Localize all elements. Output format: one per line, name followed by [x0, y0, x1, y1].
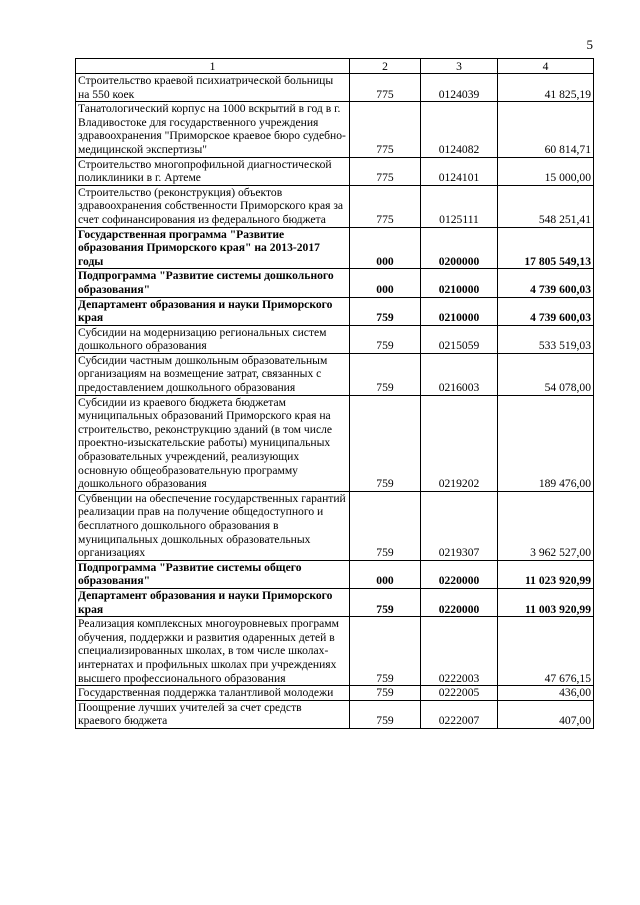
- header-col-1: 1: [76, 59, 350, 74]
- row-target-code-cell: 0222003: [421, 617, 498, 686]
- row-name-cell: Подпрограмма "Развитие системы дошкольного образования": [76, 269, 350, 297]
- header-col-4: 4: [498, 59, 594, 74]
- row-target-code-cell: 0222007: [421, 700, 498, 728]
- table-row: [76, 227, 594, 269]
- row-admin-code-cell: 775: [350, 185, 421, 227]
- table-row: [76, 700, 594, 728]
- table-body: [76, 74, 594, 729]
- row-amount-cell: 17 805 549,13: [498, 227, 594, 269]
- row-target-code-cell: 0216003: [421, 353, 498, 395]
- row-target-code-cell: 0124039: [421, 74, 498, 102]
- table-row: [76, 157, 594, 185]
- header-col-2: 2: [350, 59, 421, 74]
- row-admin-code-cell: 759: [350, 353, 421, 395]
- row-target-code-cell: 0219202: [421, 395, 498, 491]
- table-row: [76, 102, 594, 157]
- row-admin-code-cell: 775: [350, 74, 421, 102]
- row-name-cell: Строительство краевой психиатрической больницы на 550 коек: [76, 74, 350, 102]
- row-amount-cell: 3 962 527,00: [498, 491, 594, 560]
- table-row: [76, 617, 594, 686]
- row-amount-cell: 4 739 600,03: [498, 269, 594, 297]
- row-target-code-cell: 0220000: [421, 588, 498, 616]
- row-amount-cell: 47 676,15: [498, 617, 594, 686]
- row-name-cell: Субсидии на модернизацию региональных систем дошкольного образования: [76, 325, 350, 353]
- row-target-code-cell: 0210000: [421, 297, 498, 325]
- table-row: [76, 269, 594, 297]
- row-target-code-cell: 0125111: [421, 185, 498, 227]
- row-admin-code-cell: 759: [350, 617, 421, 686]
- row-amount-cell: 60 814,71: [498, 102, 594, 157]
- table-row: [76, 185, 594, 227]
- row-target-code-cell: 0220000: [421, 560, 498, 588]
- table-row: [76, 588, 594, 616]
- row-admin-code-cell: 775: [350, 102, 421, 157]
- row-amount-cell: 11 023 920,99: [498, 560, 594, 588]
- table-row: [76, 560, 594, 588]
- table-row: [76, 325, 594, 353]
- row-name-cell: Танатологический корпус на 1000 вскрытий в год в г. Владивостоке для государственного учреждения здравоохранения "Приморское краевое бюро судебно-медицинской экспертизы": [76, 102, 350, 157]
- row-name-cell: Строительство многопрофильной диагностической поликлиники в г. Артеме: [76, 157, 350, 185]
- row-name-cell: Субсидии частным дошкольным образовательным организациям на возмещение затрат, связанных с предоставлением дошкольного образования: [76, 353, 350, 395]
- table-row: [76, 353, 594, 395]
- row-target-code-cell: 0124082: [421, 102, 498, 157]
- row-amount-cell: 407,00: [498, 700, 594, 728]
- row-name-cell: Реализация комплексных многоуровневых программ обучения, поддержки и развития одаренных детей в специализированных школах, в том числе школах-интернатах и профильных школах при учреждениях высшего профессионального образования: [76, 617, 350, 686]
- row-amount-cell: 4 739 600,03: [498, 297, 594, 325]
- row-admin-code-cell: 759: [350, 297, 421, 325]
- row-target-code-cell: 0222005: [421, 686, 498, 701]
- row-admin-code-cell: 759: [350, 325, 421, 353]
- header-col-3: 3: [421, 59, 498, 74]
- row-name-cell: Государственная поддержка талантливой молодежи: [76, 686, 350, 701]
- header-row: [76, 59, 594, 74]
- row-name-cell: Подпрограмма "Развитие системы общего образования": [76, 560, 350, 588]
- row-name-cell: Департамент образования и науки Приморского края: [76, 588, 350, 616]
- page-number: 5: [586, 37, 593, 52]
- row-admin-code-cell: 000: [350, 227, 421, 269]
- table-row: [76, 686, 594, 701]
- budget-table: [75, 58, 594, 729]
- row-admin-code-cell: 759: [350, 491, 421, 560]
- table-row: [76, 491, 594, 560]
- table-row: [76, 74, 594, 102]
- row-name-cell: Строительство (реконструкция) объектов здравоохранения собственности Приморского края за счет софинансирования из федерального бюджета: [76, 185, 350, 227]
- row-amount-cell: 54 078,00: [498, 353, 594, 395]
- row-target-code-cell: 0200000: [421, 227, 498, 269]
- row-name-cell: Субсидии из краевого бюджета бюджетам муниципальных образований Приморского края на строительство, реконструкцию зданий (в том числе проектно-изыскательские работы) муниципальных образовательных учреждений, реализующих основную общеобразовательную программу дошкольного образования: [76, 395, 350, 491]
- row-admin-code-cell: 759: [350, 686, 421, 701]
- row-amount-cell: 41 825,19: [498, 74, 594, 102]
- row-amount-cell: 533 519,03: [498, 325, 594, 353]
- row-target-code-cell: 0124101: [421, 157, 498, 185]
- row-target-code-cell: 0210000: [421, 269, 498, 297]
- row-name-cell: Государственная программа "Развитие образования Приморского края" на 2013-2017 годы: [76, 227, 350, 269]
- row-admin-code-cell: 000: [350, 269, 421, 297]
- row-amount-cell: 11 003 920,99: [498, 588, 594, 616]
- row-name-cell: Поощрение лучших учителей за счет средств краевого бюджета: [76, 700, 350, 728]
- row-amount-cell: 15 000,00: [498, 157, 594, 185]
- row-amount-cell: 189 476,00: [498, 395, 594, 491]
- row-target-code-cell: 0219307: [421, 491, 498, 560]
- row-name-cell: Департамент образования и науки Приморского края: [76, 297, 350, 325]
- row-target-code-cell: 0215059: [421, 325, 498, 353]
- row-admin-code-cell: 759: [350, 395, 421, 491]
- row-admin-code-cell: 775: [350, 157, 421, 185]
- table-row: [76, 297, 594, 325]
- row-admin-code-cell: 759: [350, 588, 421, 616]
- row-amount-cell: 548 251,41: [498, 185, 594, 227]
- row-amount-cell: 436,00: [498, 686, 594, 701]
- row-name-cell: Субвенции на обеспечение государственных гарантий реализации прав на получение общедоступного и бесплатного дошкольного образования в муниципальных дошкольных образовательных организациях: [76, 491, 350, 560]
- row-admin-code-cell: 000: [350, 560, 421, 588]
- table-row: [76, 395, 594, 491]
- row-admin-code-cell: 759: [350, 700, 421, 728]
